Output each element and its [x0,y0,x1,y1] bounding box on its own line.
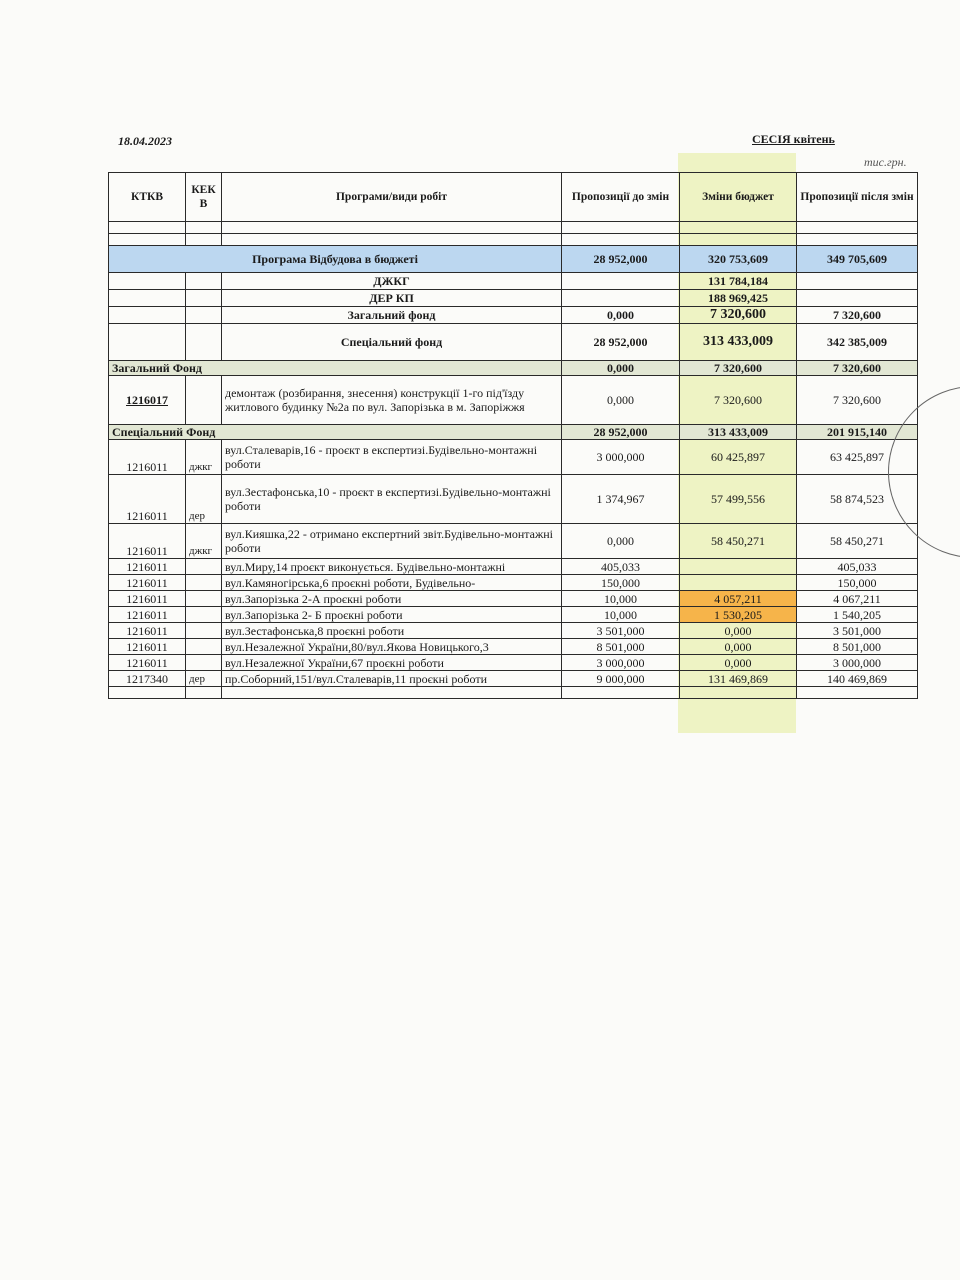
row-desc: вул.Зестафонська,8 проєкні роботи [222,623,562,639]
table-row [109,524,918,559]
section-special-after: 201 915,140 [797,425,918,440]
general-fund-label: Загальний фонд [222,307,562,324]
row-ktkv: 1216011 [109,440,186,475]
table-row [109,591,918,607]
row-before: 405,033 [562,559,680,575]
derkp-row [109,290,918,307]
row-after: 4 067,211 [797,591,918,607]
blank-row [109,687,918,699]
demolition-after: 7 320,600 [797,376,918,425]
general-fund-row [109,307,918,324]
row-after: 150,000 [797,575,918,591]
row-kekv [186,607,222,623]
row-before: 10,000 [562,607,680,623]
special-fund-changes: 313 433,009 [680,324,797,361]
row-ktkv: 1216011 [109,575,186,591]
row-before: 10,000 [562,591,680,607]
general-fund-after: 7 320,600 [797,307,918,324]
row-desc: вул.Миру,14 проєкт виконується. Будівельно-монтажні [222,559,562,575]
row-kekv [186,559,222,575]
derkp-label: ДЕР КП [222,290,562,307]
row-changes [680,575,797,591]
row-before: 1 374,967 [562,475,680,524]
row-changes: 57 499,556 [680,475,797,524]
blank-row [109,234,918,246]
row-desc: вул.Незалежної України,67 проєкні роботи [222,655,562,671]
row-before: 0,000 [562,524,680,559]
row-after: 140 469,869 [797,671,918,687]
row-after: 8 501,000 [797,639,918,655]
special-fund-after: 342 385,009 [797,324,918,361]
blank-row [109,222,918,234]
row-ktkv: 1216011 [109,655,186,671]
row-kekv [186,623,222,639]
row-ktkv: 1216011 [109,623,186,639]
row-ktkv: 1216011 [109,475,186,524]
row-changes: 1 530,205 [680,607,797,623]
row-kekv [186,639,222,655]
section-special-row [109,425,918,440]
row-kekv [186,575,222,591]
program-changes: 320 753,609 [680,246,797,273]
special-fund-label: Спеціальний фонд [222,324,562,361]
row-after: 58 450,271 [797,524,918,559]
demolition-ktkv: 1216017 [126,393,168,407]
row-changes: 58 450,271 [680,524,797,559]
col-header-before: Пропозиції до змін [562,173,680,222]
col-header-kekv: КЕК В [186,173,222,222]
row-after: 405,033 [797,559,918,575]
derkp-changes: 188 969,425 [680,290,797,307]
row-kekv [186,655,222,671]
row-kekv [186,591,222,607]
row-before: 3 000,000 [562,655,680,671]
table-row [109,440,918,475]
row-desc: вул.Запорізька 2- Б проєкні роботи [222,607,562,623]
row-kekv: дер [186,671,222,687]
row-changes: 0,000 [680,655,797,671]
row-after: 63 425,897 [797,440,918,475]
section-general-label: Загальний Фонд [109,361,562,376]
general-fund-changes: 7 320,600 [680,307,797,324]
special-fund-before: 28 952,000 [562,324,680,361]
row-desc: вул.Камяногірська,6 проєкні роботи, Будівельно- [222,575,562,591]
row-before: 3 501,000 [562,623,680,639]
table-row [109,623,918,639]
row-changes: 0,000 [680,623,797,639]
program-after: 349 705,609 [797,246,918,273]
table-row [109,639,918,655]
row-kekv: джкг [186,440,222,475]
table-row [109,655,918,671]
section-special-changes: 313 433,009 [680,425,797,440]
table-header-row [109,173,918,222]
col-header-after: Пропозиції після змін [797,173,918,222]
section-general-changes: 7 320,600 [680,361,797,376]
row-ktkv: 1217340 [109,671,186,687]
table-row [109,575,918,591]
row-ktkv: 1216011 [109,591,186,607]
row-changes [680,559,797,575]
table-row [109,559,918,575]
table-row [109,671,918,687]
row-before: 8 501,000 [562,639,680,655]
general-fund-before: 0,000 [562,307,680,324]
row-desc: вул.Кияшка,22 - отримано експертний звіт.Будівельно-монтажні роботи [222,524,562,559]
row-before: 150,000 [562,575,680,591]
col-header-ktkv: КТКВ [109,173,186,222]
section-general-before: 0,000 [562,361,680,376]
demolition-row [109,376,918,425]
row-desc: вул.Зестафонська,10 - проєкт в експертизі.Будівельно-монтажні роботи [222,475,562,524]
row-ktkv: 1216011 [109,524,186,559]
unit-label: тис.грн. [864,155,907,169]
demolition-changes: 7 320,600 [680,376,797,425]
table-row [109,475,918,524]
row-desc: вул.Сталеварів,16 - проєкт в експертизі.Будівельно-монтажні роботи [222,440,562,475]
session-title: СЕСІЯ квітень [752,132,835,146]
row-after: 1 540,205 [797,607,918,623]
row-after: 3 000,000 [797,655,918,671]
dzhkg-row [109,273,918,290]
row-desc: вул.Запорізька 2-А проєкні роботи [222,591,562,607]
program-name: Програма Відбудова в бюджеті [109,246,562,273]
section-general-after: 7 320,600 [797,361,918,376]
row-changes: 131 469,869 [680,671,797,687]
row-kekv: джкг [186,524,222,559]
row-before: 3 000,000 [562,440,680,475]
row-changes: 60 425,897 [680,440,797,475]
special-fund-row [109,324,918,361]
demolition-desc: демонтаж (розбирання, знесення) конструкції 1-го під'їзду житлового будинку №2а по вул. Запорізька в м. Запоріжжя [222,376,562,425]
demolition-before: 0,000 [562,376,680,425]
row-ktkv: 1216011 [109,607,186,623]
row-after: 3 501,000 [797,623,918,639]
budget-table [108,172,918,699]
document-date: 18.04.2023 [118,134,172,148]
section-special-label: Спеціальний Фонд [109,425,562,440]
col-header-changes: Зміни бюджет [680,173,797,222]
row-after: 58 874,523 [797,475,918,524]
row-before: 9 000,000 [562,671,680,687]
row-changes: 4 057,211 [680,591,797,607]
section-special-before: 28 952,000 [562,425,680,440]
program-row [109,246,918,273]
section-general-row [109,361,918,376]
program-before: 28 952,000 [562,246,680,273]
row-changes: 0,000 [680,639,797,655]
dzhkg-changes: 131 784,184 [680,273,797,290]
dzhkg-label: ДЖКГ [222,273,562,290]
row-ktkv: 1216011 [109,559,186,575]
row-desc: пр.Соборний,151/вул.Сталеварів,11 проєкні роботи [222,671,562,687]
table-row [109,607,918,623]
row-kekv: дер [186,475,222,524]
row-desc: вул.Незалежної України,80/вул.Якова Новицького,3 [222,639,562,655]
row-ktkv: 1216011 [109,639,186,655]
col-header-programs: Програми/види робіт [222,173,562,222]
